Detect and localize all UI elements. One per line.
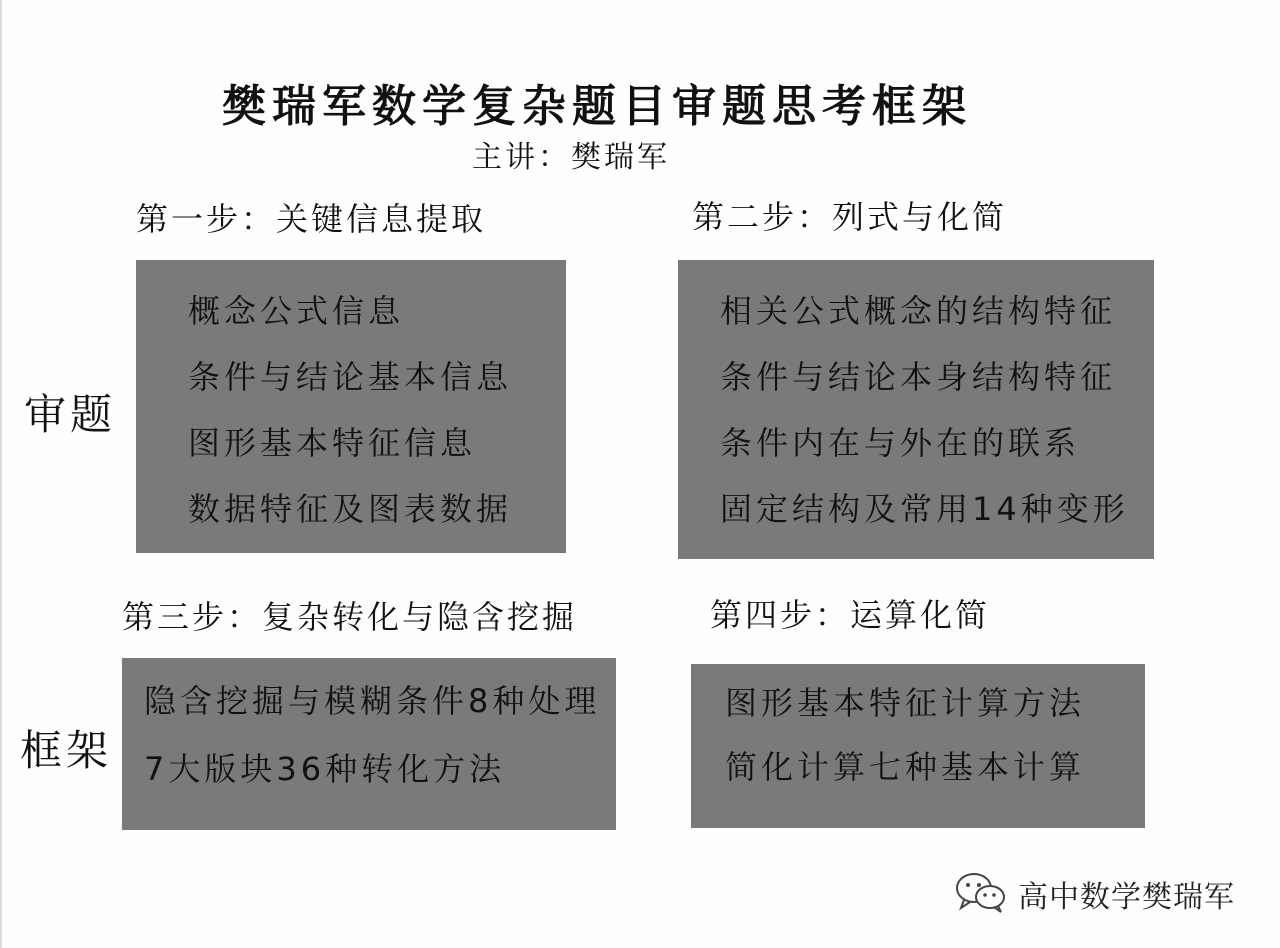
step-1-item: 数据特征及图表数据 [188,490,513,528]
step-2-item: 条件与结论本身结构特征 [720,358,1117,396]
watermark [954,870,1235,918]
step-1-item: 概念公式信息 [188,292,405,330]
side-label-review: 审题 [24,390,117,439]
step-2-title: 第二步：列式与化简 [692,198,1008,236]
side-label-framework: 框架 [20,726,113,775]
step-3-item: 隐含挖掘与模糊条件8种处理 [144,682,601,720]
step-4-box [691,664,1145,828]
step-2-box [678,260,1154,559]
step-1-box [136,260,566,553]
step-4-item: 简化计算七种基本计算 [725,748,1086,786]
presenter-label: 主讲：樊瑞军 [472,140,670,175]
wechat-icon [954,870,1008,918]
step-4-item: 图形基本特征计算方法 [725,684,1086,722]
step-2-item: 固定结构及常用14种变形 [720,490,1129,528]
step-4-title: 第四步：运算化简 [710,596,991,634]
step-2-item: 相关公式概念的结构特征 [720,292,1117,330]
watermark-text: 高中数学樊瑞军 [1018,880,1235,915]
step-1-item: 条件与结论基本信息 [188,358,513,396]
step-1-title: 第一步：关键信息提取 [136,200,487,238]
step-3-box [122,658,616,830]
step-3-item: 7大版块36种转化方法 [144,750,506,788]
step-2-item: 条件内在与外在的联系 [720,424,1081,462]
step-1-item: 图形基本特征信息 [188,424,477,462]
step-3-title: 第三步：复杂转化与隐含挖掘 [122,598,578,636]
diagram-title: 樊瑞军数学复杂题目审题思考框架 [222,81,972,132]
